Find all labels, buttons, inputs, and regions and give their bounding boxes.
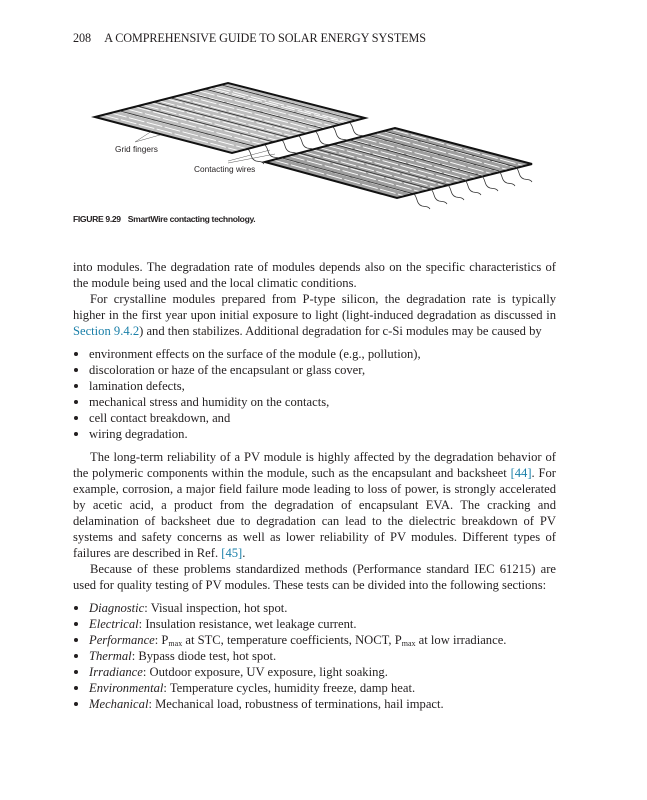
list-item-environmental <box>73 680 556 696</box>
colon: : <box>142 665 150 679</box>
solar-cell-left <box>95 60 370 153</box>
test-description: Insulation resistance, wet leakage current. <box>145 617 357 631</box>
test-description: at STC, temperature coefficients, NOCT, P <box>182 633 402 647</box>
list-item: environment effects on the surface of the module (e.g., pollution), <box>73 346 556 362</box>
test-description: P <box>161 633 169 647</box>
colon: : <box>163 681 170 695</box>
test-term: Electrical <box>89 617 139 631</box>
smartwire-diagram-illustration <box>80 60 560 220</box>
list-item-diagnostic <box>73 600 556 616</box>
page-number: 208 <box>73 31 91 45</box>
test-description: Temperature cycles, humidity freeze, damp heat. <box>169 681 416 695</box>
figure-caption-text: SmartWire contacting technology. <box>127 214 256 224</box>
colon: : <box>131 649 139 663</box>
figure-number: FIGURE 9.29 <box>73 214 121 224</box>
paragraph-text: . For example, corrosion, a major field failure mode leading to loss of power, is strongly accelerated by acetic acid, a product from the degradation of encapsulant EVA. The cracking and delamination of backsheet due to degradation can lead to the dielectric breakdown of PV systems and safety concerns as well as lower reliability of PV modules. Different types of failures are described in Ref. <box>73 466 556 560</box>
figure-smartwire <box>80 60 560 220</box>
body-text <box>73 259 556 719</box>
list-item: mechanical stress and humidity on the contacts, <box>73 394 556 410</box>
paragraph-degradation-rate: into modules. The degradation rate of modules depends also on the specific characteristics of the module being used and the local climatic conditions. <box>73 260 556 290</box>
paragraph-crystalline-modules <box>73 291 556 339</box>
colon: : <box>144 601 151 615</box>
paragraph-text: For crystalline modules prepared from P-type silicon, the degradation rate is typically higher in the first year upon initial exposure to light (light-induced degradation as discussed in <box>73 292 556 322</box>
list-item-electrical <box>73 616 556 632</box>
test-description: Mechanical load, robustness of terminations, hail impact. <box>155 697 444 711</box>
test-term: Thermal <box>89 649 132 663</box>
test-term: Performance <box>89 633 155 647</box>
list-item: discoloration or haze of the encapsulant or glass cover, <box>73 362 556 378</box>
test-term: Irradiance <box>89 665 143 679</box>
test-sections-list <box>73 600 556 712</box>
test-description: at low irradiance. <box>415 633 507 647</box>
solar-cell-right <box>265 128 532 198</box>
running-head <box>73 31 426 46</box>
colon: : <box>154 633 162 647</box>
label-grid-fingers: Grid fingers <box>115 144 158 154</box>
list-item-irradiance <box>73 664 556 680</box>
paragraph-text: ) and then stabilizes. Additional degradation for c-Si modules may be caused by <box>139 324 542 338</box>
figure-caption <box>73 214 255 224</box>
degradation-causes-list <box>73 346 556 442</box>
list-item: lamination defects, <box>73 378 556 394</box>
test-term: Environmental <box>89 681 164 695</box>
paragraph-text: The long-term reliability of a PV module is highly affected by the degradation behavior of the polymeric components within the module, such as the encapsulant and backsheet <box>73 450 556 480</box>
citation-44[interactable]: [44] <box>510 466 532 480</box>
test-description: Outdoor exposure, UV exposure, light soaking. <box>149 665 388 679</box>
list-item: cell contact breakdown, and <box>73 410 556 426</box>
paragraph-text: . <box>242 546 246 560</box>
link-section-9-4-2[interactable]: Section 9.4.2 <box>73 324 140 338</box>
colon: : <box>148 697 156 711</box>
citation-45[interactable]: [45] <box>221 546 243 560</box>
test-description: Visual inspection, hot spot. <box>150 601 288 615</box>
test-term: Mechanical <box>89 697 149 711</box>
paragraph-standardized-methods: Because of these problems standardized methods (Performance standard IEC 61215) are used for quality testing of PV modules. These tests can be divided into the following sections: <box>73 562 556 592</box>
list-item-mechanical <box>73 696 556 712</box>
subscript: max <box>168 639 183 648</box>
list-item-thermal <box>73 648 556 664</box>
test-term: Diagnostic <box>89 601 145 615</box>
running-title: A COMPREHENSIVE GUIDE TO SOLAR ENERGY SYSTEMS <box>104 31 426 45</box>
subscript: max <box>401 639 416 648</box>
test-description: Bypass diode test, hot spot. <box>138 649 277 663</box>
list-item: wiring degradation. <box>73 426 556 442</box>
colon: : <box>138 617 146 631</box>
paragraph-long-term-reliability <box>73 449 556 561</box>
list-item-performance <box>73 632 556 648</box>
label-contacting-wires: Contacting wires <box>194 164 256 174</box>
